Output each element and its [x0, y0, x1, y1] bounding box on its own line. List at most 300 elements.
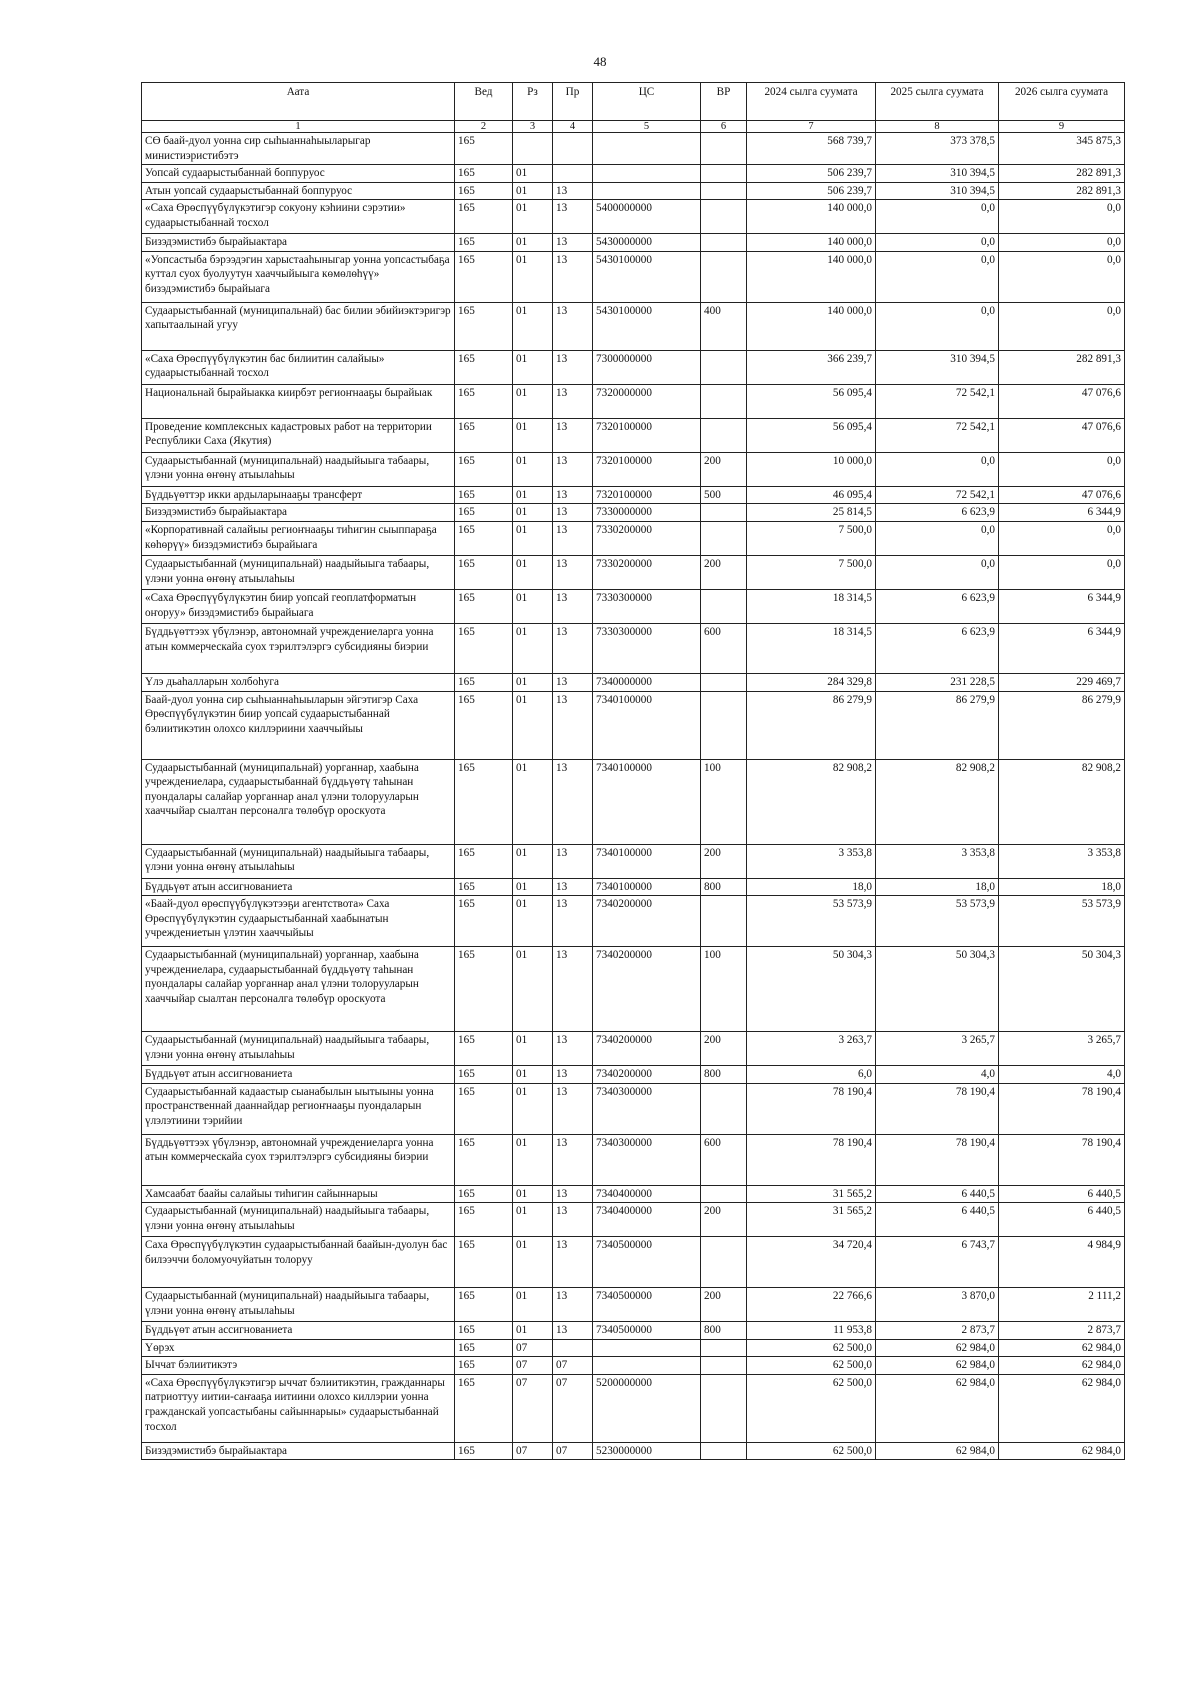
cell-y2026: 18,0 — [999, 878, 1125, 896]
cell-y2026: 53 573,9 — [999, 896, 1125, 947]
table-row — [142, 589, 1125, 623]
cell-ved: 165 — [455, 589, 513, 623]
cell-rz: 01 — [513, 691, 553, 759]
cell-pr: 13 — [553, 1066, 593, 1084]
cell-vr — [701, 384, 747, 418]
cell-vr — [701, 691, 747, 759]
cell-y2024: 18,0 — [747, 878, 876, 896]
header-year-2024: 2024 сылга суумата — [747, 83, 876, 121]
cell-y2025: 6 440,5 — [876, 1203, 999, 1237]
cell-rz: 01 — [513, 1237, 553, 1288]
cell-y2026: 3 265,7 — [999, 1032, 1125, 1066]
cell-cs: 7340100000 — [593, 878, 701, 896]
cell-cs — [593, 165, 701, 183]
cell-y2024: 6,0 — [747, 1066, 876, 1084]
table-row — [142, 1185, 1125, 1203]
cell-y2025: 2 873,7 — [876, 1322, 999, 1340]
cell-ved: 165 — [455, 350, 513, 384]
cell-name: Бүддьүөт атын ассигнованиета — [142, 878, 455, 896]
cell-cs: 7330300000 — [593, 589, 701, 623]
cell-y2024: 82 908,2 — [747, 759, 876, 844]
cell-y2024: 140 000,0 — [747, 302, 876, 350]
cell-name: Бүддьүөттээх үбүлэнэр, автономнай учреждениеларга уонна атын коммерческайа суох тэрилтэлэргэ субсидияны биэрии — [142, 623, 455, 673]
cell-y2024: 18 314,5 — [747, 589, 876, 623]
cell-rz: 01 — [513, 878, 553, 896]
cell-pr: 13 — [553, 947, 593, 1032]
table-row — [142, 234, 1125, 252]
cell-y2025: 82 908,2 — [876, 759, 999, 844]
cell-y2026: 78 190,4 — [999, 1134, 1125, 1185]
cell-y2024: 62 500,0 — [747, 1442, 876, 1460]
table-row — [142, 350, 1125, 384]
cell-y2025: 62 984,0 — [876, 1339, 999, 1357]
table-row — [142, 1066, 1125, 1084]
column-number: 5 — [593, 121, 701, 133]
table-row — [142, 302, 1125, 350]
table-row — [142, 1237, 1125, 1288]
cell-ved: 165 — [455, 486, 513, 504]
cell-cs: 7340400000 — [593, 1203, 701, 1237]
cell-y2024: 366 239,7 — [747, 350, 876, 384]
cell-cs: 7340500000 — [593, 1288, 701, 1322]
cell-y2024: 62 500,0 — [747, 1339, 876, 1357]
table-row — [142, 133, 1125, 165]
cell-cs: 7340200000 — [593, 1066, 701, 1084]
cell-y2024: 568 739,7 — [747, 133, 876, 165]
cell-y2025: 6 623,9 — [876, 504, 999, 522]
cell-vr — [701, 1185, 747, 1203]
page-number: 48 — [593, 54, 607, 69]
cell-rz: 07 — [513, 1357, 553, 1375]
cell-y2025: 3 353,8 — [876, 844, 999, 878]
cell-cs: 7340000000 — [593, 673, 701, 691]
cell-y2025: 0,0 — [876, 555, 999, 589]
cell-vr — [701, 418, 747, 452]
cell-rz: 01 — [513, 521, 553, 555]
header-rz: Рз — [513, 83, 553, 121]
cell-y2024: 7 500,0 — [747, 521, 876, 555]
cell-y2026: 0,0 — [999, 302, 1125, 350]
cell-rz: 01 — [513, 623, 553, 673]
cell-name: Национальнай бырайыакка киирбэт региоҥнааҕы бырайыак — [142, 384, 455, 418]
cell-vr — [701, 504, 747, 522]
cell-y2026: 82 908,2 — [999, 759, 1125, 844]
cell-y2024: 140 000,0 — [747, 251, 876, 302]
column-number: 3 — [513, 121, 553, 133]
cell-name: Бүддьүөт атын ассигнованиета — [142, 1066, 455, 1084]
cell-ved: 165 — [455, 1134, 513, 1185]
cell-y2024: 3 263,7 — [747, 1032, 876, 1066]
cell-ved: 165 — [455, 521, 513, 555]
cell-cs: 7330200000 — [593, 555, 701, 589]
cell-vr: 500 — [701, 486, 747, 504]
cell-pr: 13 — [553, 589, 593, 623]
cell-cs — [593, 182, 701, 200]
cell-name: Судаарыстыбаннай кадаастыр сыанабылын ыытыыны уонна пространственнай дааннайдар региоҥнааҕы пуондаларын үлэлэтиини тэрийии — [142, 1083, 455, 1134]
cell-cs: 5200000000 — [593, 1374, 701, 1442]
cell-y2026: 282 891,3 — [999, 165, 1125, 183]
cell-cs: 7330200000 — [593, 521, 701, 555]
table-row — [142, 182, 1125, 200]
cell-y2024: 62 500,0 — [747, 1374, 876, 1442]
cell-ved: 165 — [455, 1237, 513, 1288]
cell-pr: 13 — [553, 350, 593, 384]
cell-pr: 13 — [553, 759, 593, 844]
table-row — [142, 691, 1125, 759]
cell-pr: 07 — [553, 1374, 593, 1442]
header-pr: Пр — [553, 83, 593, 121]
cell-vr — [701, 521, 747, 555]
cell-y2026: 2 111,2 — [999, 1288, 1125, 1322]
cell-vr: 600 — [701, 623, 747, 673]
cell-cs: 5430100000 — [593, 251, 701, 302]
cell-rz: 01 — [513, 165, 553, 183]
cell-y2026: 0,0 — [999, 452, 1125, 486]
cell-y2024: 22 766,6 — [747, 1288, 876, 1322]
cell-pr — [553, 133, 593, 165]
cell-cs: 7340100000 — [593, 844, 701, 878]
column-number: 9 — [999, 121, 1125, 133]
cell-rz: 01 — [513, 1322, 553, 1340]
cell-cs: 7340100000 — [593, 691, 701, 759]
table-row — [142, 844, 1125, 878]
cell-pr: 13 — [553, 182, 593, 200]
cell-y2026: 62 984,0 — [999, 1339, 1125, 1357]
cell-vr — [701, 350, 747, 384]
cell-name: Судаарыстыбаннай (муниципальнай) наадыйыыга табаары, үлэни уонна өҥөнү атыылаһыы — [142, 452, 455, 486]
cell-ved: 165 — [455, 1203, 513, 1237]
cell-rz: 01 — [513, 504, 553, 522]
cell-cs: 7340200000 — [593, 896, 701, 947]
cell-rz: 01 — [513, 1032, 553, 1066]
cell-y2025: 0,0 — [876, 200, 999, 234]
cell-rz: 01 — [513, 302, 553, 350]
cell-pr: 13 — [553, 1134, 593, 1185]
cell-y2025: 62 984,0 — [876, 1357, 999, 1375]
cell-vr: 400 — [701, 302, 747, 350]
cell-y2026: 0,0 — [999, 521, 1125, 555]
table-row — [142, 1357, 1125, 1375]
cell-ved: 165 — [455, 165, 513, 183]
cell-name: Атын уопсай судаарыстыбаннай боппуруос — [142, 182, 455, 200]
cell-pr: 13 — [553, 521, 593, 555]
cell-y2025: 72 542,1 — [876, 486, 999, 504]
cell-rz: 01 — [513, 759, 553, 844]
cell-y2025: 0,0 — [876, 251, 999, 302]
cell-cs: 7320100000 — [593, 418, 701, 452]
cell-y2024: 140 000,0 — [747, 234, 876, 252]
cell-y2024: 50 304,3 — [747, 947, 876, 1032]
cell-name: Үлэ дьаһалларын холбоһуга — [142, 673, 455, 691]
cell-ved: 165 — [455, 1185, 513, 1203]
cell-name: «Баай-дуол өрөспүүбүлүкэтээҕи агентствота» Саха Өрөспүүбүлүкэтин судаарыстыбаннай хаабынатын учреждениетын үлэтин хааччыйыы — [142, 896, 455, 947]
cell-cs: 7300000000 — [593, 350, 701, 384]
cell-cs: 7340100000 — [593, 759, 701, 844]
cell-pr: 13 — [553, 878, 593, 896]
cell-ved: 165 — [455, 1442, 513, 1460]
cell-ved: 165 — [455, 1066, 513, 1084]
cell-rz: 01 — [513, 1203, 553, 1237]
cell-vr: 200 — [701, 1203, 747, 1237]
cell-rz: 01 — [513, 673, 553, 691]
table-row — [142, 521, 1125, 555]
cell-ved: 165 — [455, 384, 513, 418]
cell-y2026: 4 984,9 — [999, 1237, 1125, 1288]
cell-vr: 200 — [701, 1032, 747, 1066]
cell-y2025: 72 542,1 — [876, 384, 999, 418]
cell-y2026: 62 984,0 — [999, 1374, 1125, 1442]
cell-cs: 5230000000 — [593, 1442, 701, 1460]
cell-ved: 165 — [455, 878, 513, 896]
table-row — [142, 1322, 1125, 1340]
table-row — [142, 896, 1125, 947]
cell-pr: 13 — [553, 1288, 593, 1322]
cell-ved: 165 — [455, 1357, 513, 1375]
cell-ved: 165 — [455, 302, 513, 350]
cell-ved: 165 — [455, 1374, 513, 1442]
cell-y2025: 3 870,0 — [876, 1288, 999, 1322]
cell-rz: 01 — [513, 1288, 553, 1322]
cell-cs: 7340500000 — [593, 1237, 701, 1288]
table-row — [142, 452, 1125, 486]
cell-y2026: 6 344,9 — [999, 589, 1125, 623]
cell-y2026: 47 076,6 — [999, 418, 1125, 452]
column-number-row — [142, 121, 1125, 133]
cell-pr — [553, 1339, 593, 1357]
cell-pr: 07 — [553, 1357, 593, 1375]
cell-pr: 13 — [553, 844, 593, 878]
cell-ved: 165 — [455, 200, 513, 234]
cell-y2026: 0,0 — [999, 200, 1125, 234]
column-number: 1 — [142, 121, 455, 133]
cell-y2024: 34 720,4 — [747, 1237, 876, 1288]
cell-cs: 7340200000 — [593, 947, 701, 1032]
cell-name: Үөрэх — [142, 1339, 455, 1357]
table-row — [142, 1288, 1125, 1322]
cell-ved: 165 — [455, 251, 513, 302]
table-row — [142, 251, 1125, 302]
header-vr: ВР — [701, 83, 747, 121]
cell-vr: 100 — [701, 759, 747, 844]
cell-y2026: 62 984,0 — [999, 1357, 1125, 1375]
cell-y2024: 3 353,8 — [747, 844, 876, 878]
cell-cs: 7340400000 — [593, 1185, 701, 1203]
cell-y2025: 6 440,5 — [876, 1185, 999, 1203]
cell-name: «Саха Өрөспүүбүлүкэтигэр ыччат бэлиитикэтин, гражданнары патриоттуу иитии-саҥааҕа иитиини олохсо киллэрии уонна гражданскай уопсастыбаны сайыннарыы» судаарыстыбаннай тосхол — [142, 1374, 455, 1442]
column-number: 2 — [455, 121, 513, 133]
cell-name: СӨ баай-дуол уонна сир сыһыаннаһыыларыгар министиэристибэтэ — [142, 133, 455, 165]
cell-vr — [701, 133, 747, 165]
cell-pr: 13 — [553, 251, 593, 302]
cell-y2024: 78 190,4 — [747, 1134, 876, 1185]
cell-y2026: 62 984,0 — [999, 1442, 1125, 1460]
header-cs: ЦС — [593, 83, 701, 121]
cell-pr — [553, 165, 593, 183]
cell-ved: 165 — [455, 1339, 513, 1357]
cell-ved: 165 — [455, 673, 513, 691]
cell-ved: 165 — [455, 1083, 513, 1134]
cell-rz: 07 — [513, 1442, 553, 1460]
table-row — [142, 623, 1125, 673]
cell-ved: 165 — [455, 1032, 513, 1066]
cell-vr — [701, 673, 747, 691]
cell-pr: 13 — [553, 1237, 593, 1288]
cell-y2025: 86 279,9 — [876, 691, 999, 759]
cell-name: Бүддьүөттээх үбүлэнэр, автономнай учреждениеларга уонна атын коммерческайа суох тэрилтэлэргэ субсидияны биэрии — [142, 1134, 455, 1185]
table-row — [142, 555, 1125, 589]
cell-rz: 01 — [513, 947, 553, 1032]
table-row — [142, 1374, 1125, 1442]
cell-name: «Корпоративнай салайыы региоҥнааҕы тиһигин сыыппараҕа көһөрүү» бизэдэмистибэ бырайыага — [142, 521, 455, 555]
cell-name: Баай-дуол уонна сир сыһыаннаһыыларын эйгэтигэр Саха Өрөспүүбүлүкэтин биир уопсай судаарыстыбаннай бэлиитикэтин олохсо киллэриини хааччыйыы — [142, 691, 455, 759]
cell-ved: 165 — [455, 1288, 513, 1322]
cell-vr: 800 — [701, 878, 747, 896]
cell-y2024: 11 953,8 — [747, 1322, 876, 1340]
table-row — [142, 486, 1125, 504]
cell-rz — [513, 133, 553, 165]
cell-pr: 13 — [553, 1203, 593, 1237]
cell-y2024: 56 095,4 — [747, 418, 876, 452]
column-number: 4 — [553, 121, 593, 133]
cell-y2026: 6 344,9 — [999, 623, 1125, 673]
cell-y2024: 53 573,9 — [747, 896, 876, 947]
table-row — [142, 759, 1125, 844]
cell-y2025: 72 542,1 — [876, 418, 999, 452]
cell-y2026: 6 440,5 — [999, 1203, 1125, 1237]
cell-y2025: 6 623,9 — [876, 623, 999, 673]
cell-y2025: 0,0 — [876, 302, 999, 350]
cell-ved: 165 — [455, 1322, 513, 1340]
cell-ved: 165 — [455, 418, 513, 452]
cell-y2026: 0,0 — [999, 555, 1125, 589]
cell-y2024: 62 500,0 — [747, 1357, 876, 1375]
cell-ved: 165 — [455, 759, 513, 844]
cell-name: Бүддьүөттэр икки ардыларынааҕы трансферт — [142, 486, 455, 504]
cell-y2024: 140 000,0 — [747, 200, 876, 234]
cell-rz: 07 — [513, 1374, 553, 1442]
cell-rz: 01 — [513, 384, 553, 418]
table-header-row — [142, 83, 1125, 121]
cell-pr: 13 — [553, 200, 593, 234]
cell-cs: 5400000000 — [593, 200, 701, 234]
cell-y2025: 62 984,0 — [876, 1442, 999, 1460]
budget-table — [141, 82, 1125, 1460]
cell-name: Ыччат бэлиитикэтэ — [142, 1357, 455, 1375]
cell-y2025: 310 394,5 — [876, 350, 999, 384]
cell-name: Судаарыстыбаннай (муниципальнай) наадыйыыга табаары, үлэни уонна өҥөнү атыылаһыы — [142, 844, 455, 878]
table-row — [142, 1083, 1125, 1134]
cell-rz: 01 — [513, 1134, 553, 1185]
cell-rz: 01 — [513, 418, 553, 452]
cell-vr: 200 — [701, 452, 747, 486]
cell-rz: 01 — [513, 200, 553, 234]
cell-name: «Саха Өрөспүүбүлүкэтин биир уопсай геоплатформатын оҥоруу» бизэдэмистибэ бырайыага — [142, 589, 455, 623]
cell-pr: 13 — [553, 384, 593, 418]
cell-y2026: 2 873,7 — [999, 1322, 1125, 1340]
header-ved: Вед — [455, 83, 513, 121]
cell-ved: 165 — [455, 947, 513, 1032]
cell-y2025: 78 190,4 — [876, 1134, 999, 1185]
cell-vr — [701, 200, 747, 234]
table-row — [142, 1032, 1125, 1066]
header-year-2026: 2026 сылга суумата — [999, 83, 1125, 121]
cell-ved: 165 — [455, 234, 513, 252]
cell-name: Хамсаабат баайы салайыы тиһигин сайыннарыы — [142, 1185, 455, 1203]
cell-pr: 13 — [553, 234, 593, 252]
cell-rz: 01 — [513, 234, 553, 252]
cell-rz: 01 — [513, 251, 553, 302]
cell-vr: 100 — [701, 947, 747, 1032]
cell-y2025: 50 304,3 — [876, 947, 999, 1032]
cell-y2026: 4,0 — [999, 1066, 1125, 1084]
cell-rz: 01 — [513, 452, 553, 486]
cell-pr: 13 — [553, 1083, 593, 1134]
table-row — [142, 1442, 1125, 1460]
cell-name: «Уопсастыба бэрээдэгин харыстааһыныгар уонна уопсастыбаҕа куттал суох буолуутун хааччыйыыга көмөлөһүү» бизэдэмистибэ бырайыага — [142, 251, 455, 302]
cell-rz: 01 — [513, 1083, 553, 1134]
cell-y2025: 0,0 — [876, 452, 999, 486]
cell-cs: 7340300000 — [593, 1134, 701, 1185]
cell-pr: 13 — [553, 896, 593, 947]
cell-y2024: 506 239,7 — [747, 182, 876, 200]
cell-y2024: 284 329,8 — [747, 673, 876, 691]
table-row — [142, 673, 1125, 691]
cell-ved: 165 — [455, 452, 513, 486]
cell-vr: 600 — [701, 1134, 747, 1185]
cell-y2026: 3 353,8 — [999, 844, 1125, 878]
cell-y2025: 4,0 — [876, 1066, 999, 1084]
cell-ved: 165 — [455, 896, 513, 947]
header-year-2025: 2025 сылга суумата — [876, 83, 999, 121]
cell-rz: 01 — [513, 350, 553, 384]
cell-pr: 13 — [553, 673, 593, 691]
cell-cs — [593, 1357, 701, 1375]
cell-pr: 13 — [553, 1032, 593, 1066]
cell-ved: 165 — [455, 623, 513, 673]
cell-pr: 07 — [553, 1442, 593, 1460]
cell-y2026: 282 891,3 — [999, 350, 1125, 384]
cell-y2026: 0,0 — [999, 251, 1125, 302]
cell-y2025: 3 265,7 — [876, 1032, 999, 1066]
cell-y2024: 31 565,2 — [747, 1203, 876, 1237]
cell-y2024: 31 565,2 — [747, 1185, 876, 1203]
cell-vr — [701, 896, 747, 947]
cell-rz: 01 — [513, 1066, 553, 1084]
cell-vr — [701, 1083, 747, 1134]
cell-name: Судаарыстыбаннай (муниципальнай) наадыйыыга табаары, үлэни уонна өҥөнү атыылаһыы — [142, 1203, 455, 1237]
cell-y2024: 46 095,4 — [747, 486, 876, 504]
cell-cs: 5430000000 — [593, 234, 701, 252]
cell-name: Бизэдэмистибэ бырайыактара — [142, 234, 455, 252]
cell-name: Проведение комплексных кадастровых работ на территории Республики Саха (Якутия) — [142, 418, 455, 452]
header-name: Аата — [142, 83, 455, 121]
cell-vr: 200 — [701, 844, 747, 878]
cell-cs: 7340500000 — [593, 1322, 701, 1340]
cell-y2026: 282 891,3 — [999, 182, 1125, 200]
cell-y2026: 78 190,4 — [999, 1083, 1125, 1134]
cell-pr: 13 — [553, 555, 593, 589]
cell-y2025: 0,0 — [876, 521, 999, 555]
cell-vr — [701, 1357, 747, 1375]
cell-cs: 7330000000 — [593, 504, 701, 522]
cell-vr — [701, 251, 747, 302]
table-row — [142, 200, 1125, 234]
cell-name: Судаарыстыбаннай (муниципальнай) наадыйыыга табаары, үлэни уонна өҥөнү атыылаһыы — [142, 1288, 455, 1322]
cell-name: Уопсай судаарыстыбаннай боппуруос — [142, 165, 455, 183]
table-row — [142, 504, 1125, 522]
cell-rz: 01 — [513, 486, 553, 504]
table-row — [142, 384, 1125, 418]
